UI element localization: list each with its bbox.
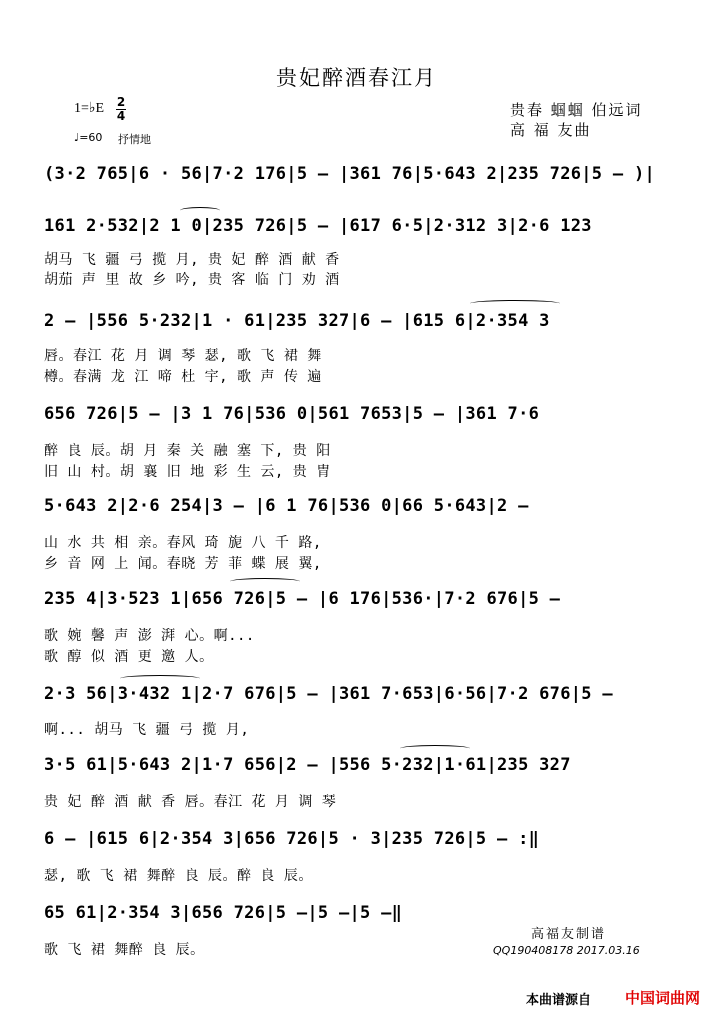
score-row-10: 65 61|2·354 3|656 726|5 –|5 –|5 –‖ (44, 903, 403, 923)
time-signature-top: 2 (116, 95, 126, 109)
lyric-row-2b: 胡茄 声 里 故 乡 吟, 贵 客 临 门 劝 酒 (44, 272, 340, 288)
score-row-2: 161 2·532|2 1 0|235 726|5 – |617 6·5|2·312 3|2·6 123 (44, 216, 592, 236)
slur-mark (180, 207, 220, 214)
score-row-5: 5·643 2|2·6 254|3 – |6 1 76|536 0|66 5·643|2 – (44, 496, 529, 516)
slur-mark (120, 675, 200, 682)
score-row-9: 6 – |615 6|2·354 3|656 726|5 · 3|235 726|5 – :‖ (44, 829, 540, 849)
score-row-7: 2·3 56|3·432 1|2·7 676|5 – |361 7·653|6·56|7·2 676|5 – (44, 684, 613, 704)
score-row-3: 2 – |556 5·232|1 · 61|235 327|6 – |615 6|2·354 3 (44, 311, 550, 331)
lyric-row-9a: 瑟, 歌 飞 裙 舞醉 良 辰。醉 良 辰。 (44, 868, 313, 884)
score-row-6: 235 4|3·523 1|656 726|5 – |6 176|536·|7·2 676|5 – (44, 589, 561, 609)
lyricist-credit: 贵春 蝈蝈 伯远词 (510, 101, 643, 119)
lyric-row-6b: 歌 醇 似 酒 更 邀 人。 (44, 649, 214, 665)
slur-mark (230, 578, 300, 585)
lyric-row-3b: 樽。春满 龙 江 啼 杜 宇, 歌 声 传 遍 (44, 369, 322, 385)
lyric-row-5b: 乡 音 网 上 闻。春晓 芳 菲 蝶 展 翼, (44, 556, 322, 572)
score-row-4: 656 726|5 – |3 1 76|536 0|561 7653|5 – |361 7·6 (44, 404, 540, 424)
slur-mark (470, 300, 560, 307)
score-row-1: (3·2 765|6 · 56|7·2 176|5 – |361 76|5·643 2|235 726|5 – )| (44, 164, 656, 184)
slur-mark (400, 745, 470, 752)
tempo-mark: ♩=60 (74, 131, 103, 144)
footer-source-label: 本曲谱源自 (526, 993, 592, 1008)
score-maker: 高福友制谱 (531, 927, 607, 942)
lyric-row-5a: 山 水 共 相 亲。春风 琦 旎 八 千 路, (44, 535, 322, 551)
composer-credit: 高 福 友曲 (510, 121, 592, 139)
lyric-row-4a: 醉 良 辰。胡 月 秦 关 融 塞 下, 贵 阳 (44, 443, 331, 459)
footer-site-link[interactable]: 中国词曲网 (625, 989, 701, 1007)
time-signature (116, 96, 126, 123)
time-signature-bottom: 4 (116, 109, 126, 123)
lyric-row-7a: 啊... 胡马 飞 疆 弓 揽 月, (44, 722, 250, 738)
page-title: 贵妃醉酒春江月 (276, 66, 437, 90)
score-row-8: 3·5 61|5·643 2|1·7 656|2 – |556 5·232|1·61|235 327 (44, 755, 571, 775)
lyric-row-3a: 唇。春江 花 月 调 琴 瑟, 歌 飞 裙 舞 (44, 348, 322, 364)
lyric-row-10a: 歌 飞 裙 舞醉 良 辰。 (44, 942, 205, 958)
lyric-row-8a: 贵 妃 醉 酒 献 香 唇。春江 花 月 调 琴 (44, 794, 337, 810)
lyric-row-4b: 旧 山 村。胡 襄 旧 地 彩 生 云, 贵 胄 (44, 464, 331, 480)
score-qq-date: QQ190408178 2017.03.16 (493, 944, 640, 957)
mood-mark: 抒情地 (118, 133, 151, 146)
lyric-row-2a: 胡马 飞 疆 弓 揽 月, 贵 妃 醉 酒 献 香 (44, 252, 340, 268)
lyric-row-6a: 歌 婉 馨 声 澎 湃 心。啊... (44, 628, 255, 644)
key-signature: 1=♭E (74, 101, 105, 116)
